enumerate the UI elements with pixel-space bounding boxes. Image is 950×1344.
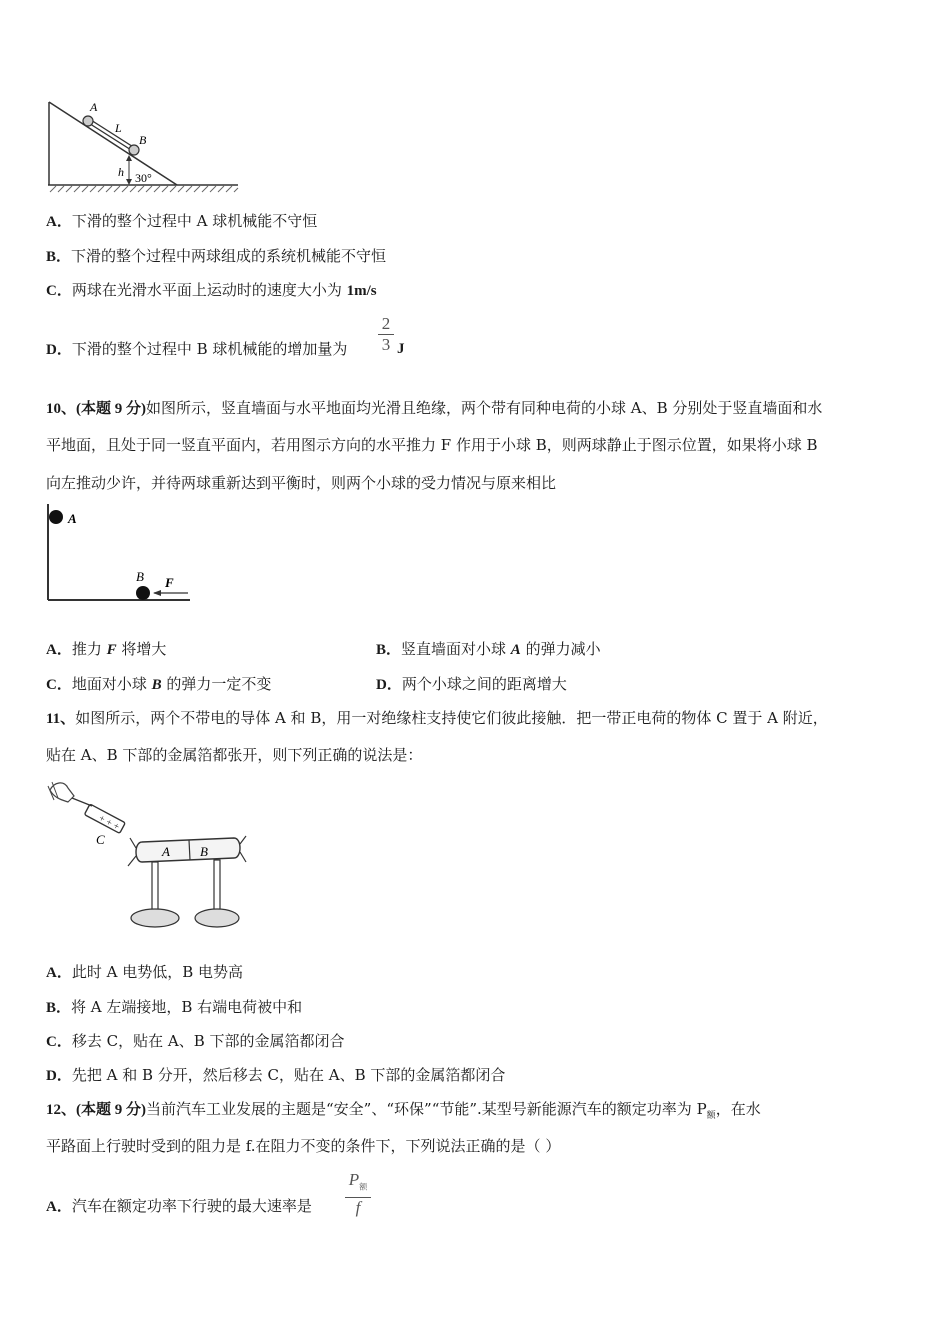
q9-option-a[interactable]: A．下滑的整个过程中 A 球机械能不守恒 [46, 212, 318, 230]
q12-a-fraction: $P_额$ f [344, 1170, 372, 1218]
q10-stem-line2: 平地面，且处于同一竖直平面内，若用图示方向的水平推力 F 作用于小球 B，则两球静止于图示位置，如果将小球 B [46, 436, 818, 454]
q9-d-unit: J [397, 341, 405, 357]
q10-option-d[interactable]: D．两个小球之间的距离增大 [376, 675, 567, 693]
label-b: B [139, 133, 147, 147]
svg-text:+ + +: + + + [96, 812, 122, 833]
label-b: B [136, 569, 144, 584]
q10-stem-line3: 向左推动少许，并待两球重新达到平衡时，则两个小球的受力情况与原来相比 [46, 474, 557, 492]
q9-option-b[interactable]: B．下滑的整个过程中两球组成的系统机械能不守恒 [46, 247, 387, 265]
q10-option-c[interactable]: C．地面对小球 B 的弹力一定不变 [46, 675, 272, 693]
label-f: F [165, 575, 174, 590]
q11-stem-line2: 贴在 A、B 下部的金属箔都张开，则下列正确的说法是： [46, 746, 423, 764]
q11-option-d[interactable]: D．先把 A 和 B 分开，然后移去 C，贴在 A、B 下部的金属箔都闭合 [46, 1066, 506, 1084]
label-c: C [96, 832, 105, 847]
label-a: A [162, 844, 170, 859]
q11-option-b[interactable]: B．将 A 左端接地，B 右端电荷被中和 [46, 998, 303, 1016]
ball-a [83, 116, 93, 126]
q10-option-a[interactable]: A．推力 F 将增大 [46, 640, 167, 658]
label-angle: 30° [135, 171, 152, 185]
q10-stem-line1: 10、(本题 9 分)如图所示，竖直墙面与水平地面均光滑且绝缘，两个带有同种电荷的小球 A、B 分别处于竖直墙面和水 [46, 399, 823, 417]
ball-b [136, 586, 150, 600]
label-a: A [68, 511, 77, 526]
incline-figure [40, 98, 245, 198]
label-a: A [90, 100, 98, 114]
conductor-figure [44, 776, 249, 936]
q12-option-a[interactable]: A．汽车在额定功率下行驶的最大速率是 [46, 1197, 312, 1215]
q11-option-a[interactable]: A．此时 A 电势低，B 电势高 [46, 963, 244, 981]
label-b: B [200, 844, 208, 859]
q10-option-b[interactable]: B．竖直墙面对小球 A 的弹力减小 [376, 640, 601, 658]
q9-d-fraction: 2 3 [377, 314, 395, 355]
q11-option-c[interactable]: C．移去 C，贴在 A、B 下部的金属箔都闭合 [46, 1032, 345, 1050]
label-l: L [115, 121, 122, 135]
q9-option-c[interactable]: C．两球在光滑水平面上运动时的速度大小为 1m/s [46, 281, 377, 299]
wall-floor-figure [40, 500, 200, 608]
ball-a [49, 510, 63, 524]
q11-stem-line1: 11、如图所示，两个不带电的导体 A 和 B，用一对绝缘柱支持使它们彼此接触．把一带正电荷的物体 C 置于 A 附近， [46, 709, 828, 727]
q12-stem-line1: 12、(本题 9 分)当前汽车工业发展的主题是“安全”、“环保”“节能”.某型号新能源汽车的额定功率为 $P_额$，在水 [46, 1100, 761, 1121]
label-h: h [118, 165, 124, 179]
ball-b [129, 145, 139, 155]
q12-stem-line2: 平路面上行驶时受到的阻力是 f.在阻力不变的条件下，下列说法正确的是（ ） [46, 1137, 561, 1155]
q9-option-d[interactable]: D．下滑的整个过程中 B 球机械能的增加量为 [46, 340, 348, 358]
